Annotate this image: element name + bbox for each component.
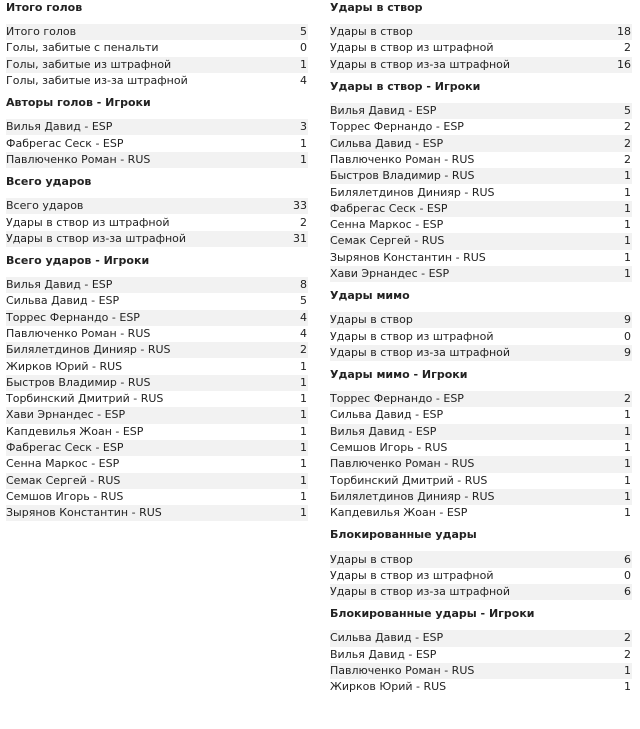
row-label: Зырянов Константин - RUS [6, 506, 162, 520]
row-label: Голы, забитые из штрафной [6, 57, 172, 71]
row-label: Вилья Давид - ESP [330, 647, 437, 661]
row-value: 1 [300, 457, 307, 471]
row-value: 1 [300, 57, 307, 71]
section-title: Удары мимо - Игроки [330, 368, 468, 382]
table-row [330, 424, 632, 440]
row-value: 1 [300, 408, 307, 422]
row-value: 1 [624, 664, 631, 678]
row-value: 6 [624, 585, 631, 599]
row-label: Фабрегас Сеск - ESP [6, 136, 124, 150]
row-value: 8 [300, 278, 307, 292]
row-label: Билялетдинов Динияр - RUS [6, 343, 171, 357]
row-value: 1 [300, 392, 307, 406]
row-label: Удары в створ из штрафной [330, 329, 494, 343]
table-row [6, 358, 308, 374]
row-label: Сильва Давид - ESP [330, 631, 444, 645]
table-row [330, 312, 632, 328]
table-row [330, 456, 632, 472]
row-value: 9 [624, 345, 631, 359]
row-value: 1 [624, 185, 631, 199]
stats-section [6, 0, 308, 89]
row-label: Удары в створ [330, 313, 413, 327]
row-value: 5 [300, 294, 307, 308]
row-label: Удары в створ из штрафной [330, 41, 494, 55]
stats-table [6, 277, 308, 521]
row-value: 4 [300, 74, 307, 88]
row-label: Сенна Маркос - ESP [6, 457, 120, 471]
row-value: 18 [617, 25, 631, 39]
row-label: Билялетдинов Динияр - RUS [330, 489, 495, 503]
stats-table [330, 551, 632, 600]
stats-table [330, 103, 632, 282]
row-value: 1 [624, 250, 631, 264]
table-row [330, 135, 632, 151]
row-value: 1 [624, 473, 631, 487]
table-row [6, 152, 308, 168]
table-row [6, 277, 308, 293]
section-gap [6, 16, 308, 24]
row-label: Зырянов Константин - RUS [330, 250, 486, 264]
row-value: 2 [624, 392, 631, 406]
row-label: Удары в створ из-за штрафной [330, 345, 511, 359]
table-row [330, 103, 632, 119]
stats-table [330, 391, 632, 521]
row-value: 1 [300, 359, 307, 373]
table-row [330, 184, 632, 200]
stats-section [330, 79, 632, 282]
row-label: Вилья Давид - ESP [330, 104, 437, 118]
row-label: Хави Эрнандес - ESP [330, 267, 450, 280]
row-label: Вилья Давид - ESP [330, 424, 437, 438]
section-title: Блокированные удары - Игроки [330, 607, 535, 621]
table-row [330, 345, 632, 361]
row-label: Итого голов [6, 25, 77, 39]
table-row [330, 568, 632, 584]
row-value: 1 [624, 489, 631, 503]
row-value: 2 [624, 152, 631, 166]
row-value: 0 [624, 568, 631, 582]
row-value: 1 [300, 489, 307, 503]
row-value: 0 [624, 329, 631, 343]
row-value: 3 [300, 120, 307, 134]
row-label: Жирков Юрий - RUS [6, 359, 123, 373]
row-label: Голы, забитые из-за штрафной [6, 74, 188, 88]
table-row [6, 198, 308, 214]
row-value: 1 [624, 441, 631, 455]
stats-table [330, 630, 632, 695]
section-title: Удары в створ [330, 1, 423, 14]
row-label: Семшов Игорь - RUS [330, 441, 448, 455]
row-label: Павлюченко Роман - RUS [6, 327, 151, 340]
table-row [330, 250, 632, 266]
table-row [330, 473, 632, 489]
row-label: Удары в створ [330, 552, 413, 566]
table-row [6, 119, 308, 135]
table-row [330, 328, 632, 344]
table-row [330, 647, 632, 663]
table-row [330, 489, 632, 505]
row-label: Хави Эрнандес - ESP [6, 408, 126, 422]
left-column [6, 0, 308, 521]
stats-table [330, 312, 632, 361]
row-label: Всего ударов [6, 199, 84, 213]
stats-table [330, 24, 632, 73]
stats-section [330, 0, 632, 73]
row-value: 5 [624, 104, 631, 118]
row-value: 1 [300, 441, 307, 455]
row-value: 2 [624, 631, 631, 645]
stats-section [330, 288, 632, 361]
section-gap [330, 95, 632, 103]
row-label: Семшов Игорь - RUS [6, 489, 124, 503]
table-row [6, 310, 308, 326]
row-label: Торрес Фернандо - ESP [330, 392, 464, 406]
table-row [6, 214, 308, 230]
row-label: Торбинский Дмитрий - RUS [6, 392, 164, 406]
row-label: Удары в створ из-за штрафной [6, 231, 187, 245]
row-value: 1 [624, 408, 631, 422]
section-title: Итого голов [6, 1, 83, 14]
row-value: 4 [300, 310, 307, 324]
table-row [330, 551, 632, 567]
stats-section [330, 527, 632, 600]
row-label: Сильва Давид - ESP [330, 408, 444, 422]
row-value: 1 [624, 506, 631, 520]
row-label: Удары в створ из штрафной [6, 215, 170, 229]
row-label: Торрес Фернандо - ESP [6, 310, 140, 324]
table-row [6, 473, 308, 489]
row-label: Вилья Давид - ESP [6, 120, 113, 134]
row-value: 4 [300, 327, 307, 340]
row-value: 1 [300, 473, 307, 487]
row-value: 2 [624, 41, 631, 55]
table-row [330, 505, 632, 521]
row-label: Капдевилья Жоан - ESP [330, 506, 468, 520]
table-row [330, 440, 632, 456]
row-label: Быстров Владимир - RUS [330, 169, 475, 183]
row-value: 1 [300, 424, 307, 438]
table-row [330, 168, 632, 184]
table-row [330, 630, 632, 646]
table-row [330, 119, 632, 135]
section-title: Авторы голов - Игроки [6, 96, 151, 110]
section-gap [6, 111, 308, 119]
row-value: 1 [300, 152, 307, 166]
section-gap [6, 269, 308, 277]
table-row [6, 407, 308, 423]
table-row [330, 584, 632, 600]
row-label: Павлюченко Роман - RUS [330, 457, 475, 471]
row-label: Вилья Давид - ESP [6, 278, 113, 292]
row-label: Торбинский Дмитрий - RUS [330, 473, 488, 487]
section-title: Всего ударов [6, 175, 92, 189]
table-row [6, 326, 308, 342]
section-title: Всего ударов - Игроки [6, 253, 150, 267]
table-row [330, 57, 632, 73]
right-column [330, 0, 632, 696]
row-value: 1 [624, 234, 631, 248]
table-row [6, 293, 308, 309]
section-gap [330, 304, 632, 312]
table-row [330, 40, 632, 56]
table-row [330, 266, 632, 282]
row-label: Фабрегас Сеск - ESP [330, 201, 448, 215]
section-title: Блокированные удары [330, 528, 477, 542]
row-value: 5 [300, 25, 307, 39]
row-label: Голы, забитые с пенальти [6, 41, 159, 55]
row-label: Жирков Юрий - RUS [330, 680, 447, 694]
row-value: 2 [300, 343, 307, 357]
row-label: Павлюченко Роман - RUS [330, 664, 475, 678]
stats-section [6, 253, 308, 521]
stats-section [330, 606, 632, 695]
table-row [330, 233, 632, 249]
section-title: Удары в створ - Игроки [330, 79, 481, 93]
row-value: 1 [624, 218, 631, 232]
table-row [330, 679, 632, 695]
table-row [6, 391, 308, 407]
row-value: 1 [624, 680, 631, 694]
row-value: 1 [624, 169, 631, 183]
section-gap [330, 383, 632, 391]
row-label: Семак Сергей - RUS [6, 473, 121, 487]
section-gap [330, 16, 632, 24]
row-label: Сильва Давид - ESP [6, 294, 120, 308]
table-row [330, 663, 632, 679]
section-gap [6, 190, 308, 198]
stats-section [6, 174, 308, 247]
row-value: 1 [624, 267, 631, 280]
table-row [330, 217, 632, 233]
row-value: 9 [624, 313, 631, 327]
row-value: 31 [293, 231, 307, 245]
table-row [6, 375, 308, 391]
section-gap [330, 622, 632, 630]
table-row [6, 40, 308, 56]
row-label: Торрес Фернандо - ESP [330, 120, 464, 134]
row-value: 1 [624, 457, 631, 471]
stats-section [6, 95, 308, 168]
table-row [6, 135, 308, 151]
section-gap [330, 543, 632, 551]
row-value: 2 [624, 647, 631, 661]
row-value: 2 [624, 120, 631, 134]
row-value: 2 [300, 215, 307, 229]
table-row [330, 201, 632, 217]
row-label: Удары в створ из штрафной [330, 568, 494, 582]
row-label: Капдевилья Жоан - ESP [6, 424, 144, 438]
row-value: 16 [617, 57, 631, 71]
table-row [6, 24, 308, 40]
row-label: Сенна Маркос - ESP [330, 218, 444, 232]
row-value: 1 [300, 375, 307, 389]
table-row [6, 505, 308, 521]
row-value: 1 [300, 506, 307, 520]
table-row [6, 440, 308, 456]
stats-table [6, 24, 308, 89]
row-label: Быстров Владимир - RUS [6, 375, 151, 389]
table-row [330, 24, 632, 40]
row-label: Удары в створ [330, 25, 413, 39]
row-value: 1 [300, 136, 307, 150]
table-row [330, 152, 632, 168]
row-label: Семак Сергей - RUS [330, 234, 445, 248]
row-value: 33 [293, 199, 307, 213]
table-row [6, 73, 308, 89]
row-label: Сильва Давид - ESP [330, 136, 444, 150]
row-label: Билялетдинов Динияр - RUS [330, 185, 495, 199]
row-label: Фабрегас Сеск - ESP [6, 441, 124, 455]
row-value: 2 [624, 136, 631, 150]
row-label: Удары в створ из-за штрафной [330, 585, 511, 599]
row-label: Павлюченко Роман - RUS [6, 152, 151, 166]
section-title: Удары мимо [330, 289, 410, 303]
table-row [6, 57, 308, 73]
row-value: 1 [624, 201, 631, 215]
row-value: 1 [624, 424, 631, 438]
stats-table [6, 198, 308, 247]
table-row [6, 342, 308, 358]
stats-section [330, 367, 632, 521]
table-row [330, 407, 632, 423]
table-row [6, 424, 308, 440]
row-value: 0 [300, 41, 307, 55]
table-row [6, 231, 308, 247]
table-row [6, 489, 308, 505]
row-label: Удары в створ из-за штрафной [330, 57, 511, 71]
table-row [6, 456, 308, 472]
table-row [330, 391, 632, 407]
row-value: 6 [624, 552, 631, 566]
row-label: Павлюченко Роман - RUS [330, 152, 475, 166]
stats-table [6, 119, 308, 168]
